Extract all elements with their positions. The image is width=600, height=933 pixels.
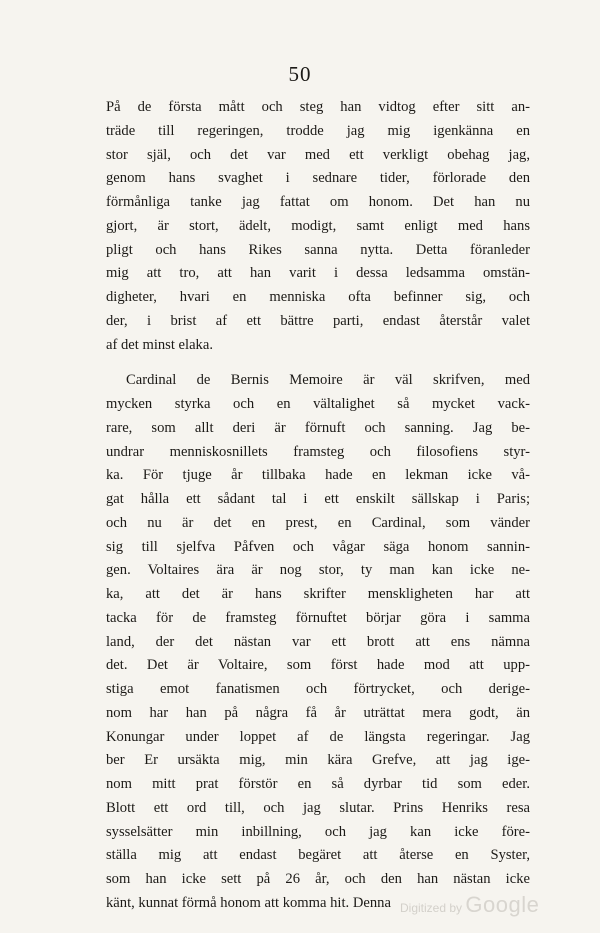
text-line: land, der det nästan var ett brott att ens nämna xyxy=(106,633,530,650)
watermark-prefix: Digitized by xyxy=(400,901,463,915)
text-line: ber Er ursäkta mig, min kära Grefve, att jag ige- xyxy=(106,752,530,769)
text-line: förmånliga tanke jag fattat om honom. Det han nu xyxy=(106,194,530,210)
watermark xyxy=(400,892,539,918)
text-line: nom har han på några få år uträttat mera godt, än xyxy=(106,704,530,721)
text-line: gat hålla ett sådant tal i ett enskilt sällskap i Paris; xyxy=(106,491,530,507)
text-line: mycken styrka och en vältalighet så mycket vack- xyxy=(106,396,530,412)
body-text xyxy=(106,96,530,916)
text-line: undrar menniskosnillets framsteg och filosofiens styr- xyxy=(106,443,530,460)
text-line: sysselsätter min inbillning, och jag kan icke före- xyxy=(106,823,530,840)
text-line: nom mitt prat förstör en så dyrbar tid som eder. xyxy=(106,776,530,792)
text-line: digheter, hvari en menniska ofta befinner sig, och xyxy=(106,289,530,305)
text-line: tacka för de framsteg förnuftet börjar göra i samma xyxy=(106,609,530,626)
text-line: af det minst elaka. xyxy=(106,336,213,353)
text-line: ställa mig att endast begäret att återse en Syster, xyxy=(106,847,530,864)
text-line: På de första mått och steg han vidtog efter sitt an- xyxy=(106,99,530,115)
text-line: Konungar under loppet af de längsta regeringar. Jag xyxy=(106,728,530,745)
text-line: der, i brist af ett bättre parti, endast återstår valet xyxy=(106,312,530,329)
text-line: genom hans svaghet i sednare tider, förlorade den xyxy=(106,170,530,187)
text-line: gjort, är stort, ädelt, modigt, samt enligt med hans xyxy=(106,217,530,234)
text-line: Blott ett ord till, och jag slutar. Prins Henriks resa xyxy=(106,799,530,816)
text-line: känt, kunnat förmå honom att komma hit. Denna xyxy=(106,894,391,911)
text-line: gen. Voltaires ära är nog stor, ty man kan icke ne- xyxy=(106,562,530,579)
text-line: stiga emot fanatismen och förtrycket, och derige- xyxy=(106,681,530,697)
watermark-brand: Google xyxy=(465,892,540,917)
paragraph-1 xyxy=(106,96,530,357)
text-line: rare, som allt deri är förnuft och sanning. Jag be- xyxy=(106,419,530,436)
page-number: 50 xyxy=(288,62,312,86)
text-line: mig att tro, att han varit i dessa ledsamma omstän- xyxy=(106,265,530,282)
text-line: ka, att det är hans skrifter menskligheten har att xyxy=(106,586,530,602)
text-line: stor själ, och det var med ett verkligt obehag jag, xyxy=(106,146,530,163)
text-line: det. Det är Voltaire, som först hade mod att upp- xyxy=(106,657,530,674)
text-line: sig till sjelfva Påfven och vågar säga honom sannin- xyxy=(106,538,530,555)
text-line: träde till regeringen, trodde jag mig igenkänna en xyxy=(106,122,530,139)
text-line: pligt och hans Rikes sanna nytta. Detta föranleder xyxy=(106,241,530,258)
text-line: och nu är det en prest, en Cardinal, som vänder xyxy=(106,514,530,531)
paragraph-2 xyxy=(106,369,530,915)
text-line: som han icke sett på 26 år, och den han nästan icke xyxy=(106,871,530,887)
text-line: ka. För tjuge år tillbaka hade en lekman icke vå- xyxy=(106,467,530,484)
text-line: Cardinal de Bernis Memoire är väl skrifven, med xyxy=(126,372,530,389)
